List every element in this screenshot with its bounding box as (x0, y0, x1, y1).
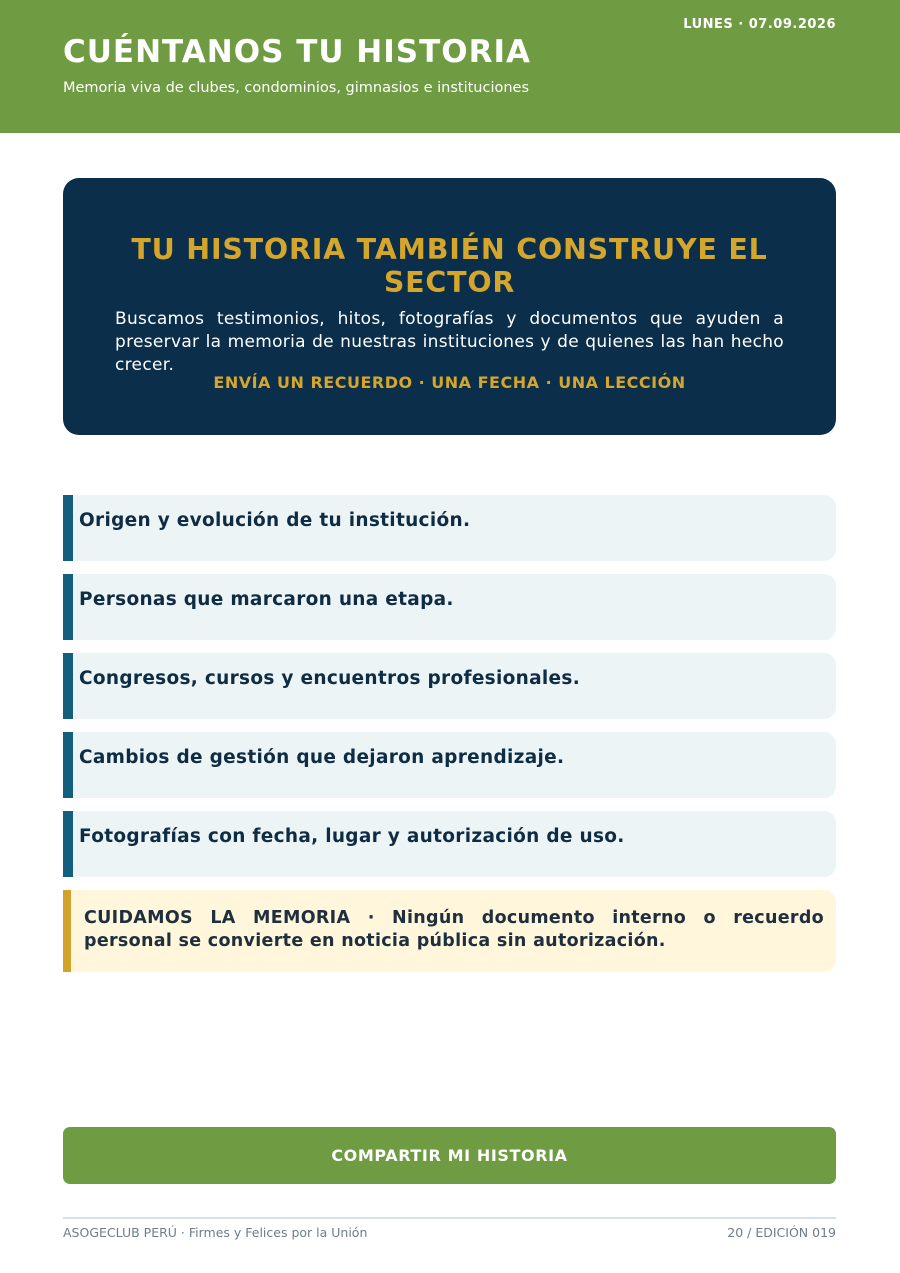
footer-publisher: ASOGECLUB PERÚ · Firmes y Felices por la Unión (63, 1225, 368, 1240)
topic-item (63, 574, 836, 640)
topic-label: Personas que marcaron una etapa. (79, 589, 454, 610)
privacy-notice (63, 890, 836, 972)
page-header (0, 0, 900, 133)
privacy-notice-text: CUIDAMOS LA MEMORIA · Ningún documento interno o recuerdo personal se convierte en noticia pública sin autorización. (84, 908, 824, 951)
hero-cta: ENVÍA UN RECUERDO · UNA FECHA · UNA LECCIÓN (213, 373, 686, 392)
topic-label: Cambios de gestión que dejaron aprendizaje. (79, 747, 565, 768)
topic-label: Congresos, cursos y encuentros profesionales. (79, 668, 581, 689)
topic-item (63, 811, 836, 877)
topic-item (63, 732, 836, 798)
page-subtitle: Memoria viva de clubes, condominios, gimnasios e instituciones (63, 80, 530, 96)
topic-label: Origen y evolución de tu institución. (79, 510, 471, 531)
hero-body: Buscamos testimonios, hitos, fotografías y documentos que ayuden a preservar la memoria de nuestras instituciones y de quienes las han hecho crecer. (115, 309, 784, 375)
issue-date: LUNES · 07.09.2026 (683, 17, 836, 32)
footer-divider (63, 1217, 836, 1219)
topic-item (63, 653, 836, 719)
hero-title: TU HISTORIA TAMBIÉN CONSTRUYE EL SECTOR (131, 233, 768, 299)
share-story-button[interactable]: COMPARTIR MI HISTORIA (63, 1127, 836, 1184)
footer-page-number: 20 / EDICIÓN 019 (727, 1225, 836, 1240)
topic-item (63, 495, 836, 561)
hero-panel (63, 178, 836, 435)
page-title: CUÉNTANOS TU HISTORIA (63, 34, 532, 70)
topic-label: Fotografías con fecha, lugar y autorización de uso. (79, 826, 625, 847)
